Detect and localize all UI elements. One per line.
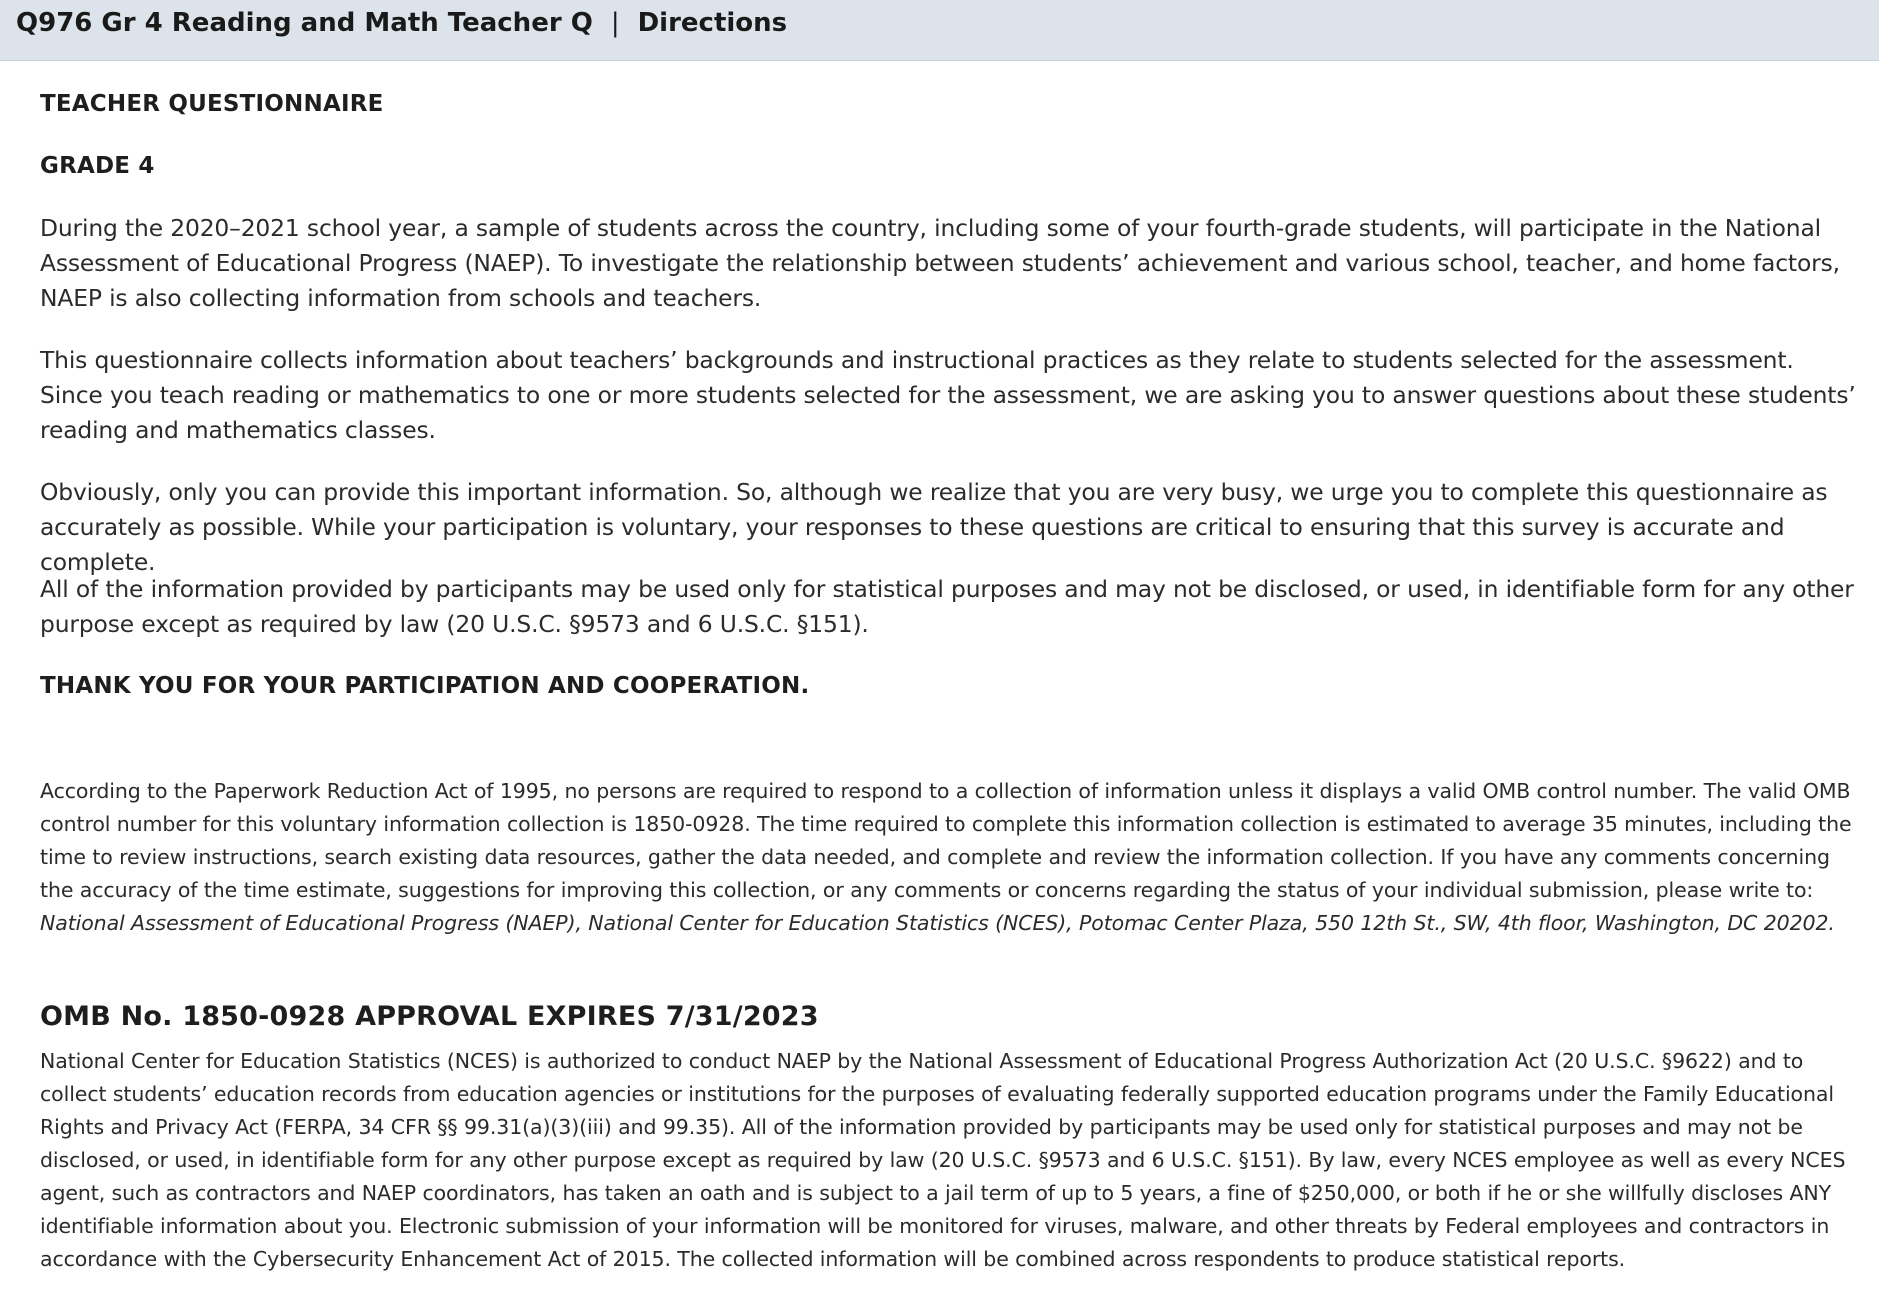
title-separator: | (610, 8, 620, 38)
mailing-address: National Assessment of Educational Progress (NAEP), National Center for Education Statistics (NCES), Potomac Center Plaza, 550 12th St., SW, 4th floor, Washington, DC 20202. (40, 911, 1835, 935)
grade-label: GRADE 4 (40, 153, 155, 179)
participation-paragraph: Obviously, only you can provide this important information. So, although we realize that you are very busy, we urge you to complete this questionnaire as accurately as possible. While your participation is voluntary, your responses to these questions are critical to ensuring that this survey is accurate and complete. (40, 478, 1828, 576)
nces-notice: National Center for Education Statistics (NCES) is authorized to conduct NAEP by the National Assessment of Educational Progress Authorization Act (20 U.S.C. §9622) and to collect students’ education records from education agencies or institutions for the purposes of evaluating federally supported education programs under the Family Educational Rights and Privacy Act (FERPA, 34 CFR §§ 99.31(a)(3)(iii) and 99.35). All of the information provided by participants may be used only for statistical purposes and may not be disclosed, or used, in identifiable form for any other purpose except as required by law (20 U.S.C. §9573 and 6 U.S.C. §151). By law, every NCES employee as well as every NCES agent, such as contractors and NAEP coordinators, has taken an oath and is subject to a jail term of up to 5 years, a fine of $250,000, or both if he or she willfully discloses ANY identifiable information about you. Electronic submission of your information will be monitored for viruses, malware, and other threats by Federal employees and contractors in accordance with the Cybersecurity Enhancement Act of 2015. The collected information will be combined across respondents to produce statistical reports. (40, 1049, 1846, 1271)
header-title-row (16, 0, 787, 46)
confidentiality-paragraph: All of the information provided by participants may be used only for statistical purposes and may not be disclosed, or used, in identifiable form for any other purpose except as required by law (20 U.S.C. §9573 and 6 U.S.C. §151). (40, 575, 1854, 638)
purpose-paragraph: This questionnaire collects information about teachers’ backgrounds and instructional practices as they relate to students selected for the assessment. Since you teach reading or mathematics to one or more students selected for the assessment, we are asking you to answer questions about these students’ reading and mathematics classes. (40, 346, 1856, 444)
intro-paragraph: During the 2020–2021 school year, a sample of students across the country, including some of your fourth-grade students, will participate in the National Assessment of Educational Progress (NAEP). To investigate the relationship between students’ achievement and various school, teacher, and home factors, NAEP is also collecting information from schools and teachers. (40, 214, 1840, 312)
section-title: Directions (637, 8, 788, 38)
thank-you-note: THANK YOU FOR YOUR PARTICIPATION AND COOPERATION. (40, 673, 810, 699)
paperwork-notice-text: According to the Paperwork Reduction Act of 1995, no persons are required to respond to a collection of information unless it displays a valid OMB control number. The valid OMB control number for this voluntary information collection is 1850-0928. The time required to complete this information collection is estimated to average 35 minutes, including the time to review instructions, search existing data resources, gather the data needed, and complete and review the information collection. If you have any comments concerning the accuracy of the time estimate, suggestions for improving this collection, or any comments or concerns regarding the status of your individual submission, please write to: (40, 779, 1852, 902)
header-bar (0, 0, 1879, 61)
questionnaire-title: Q976 Gr 4 Reading and Math Teacher Q (16, 8, 593, 38)
document-title: TEACHER QUESTIONNAIRE (40, 91, 384, 117)
omb-heading: OMB No. 1850-0928 APPROVAL EXPIRES 7/31/2023 (40, 1001, 819, 1032)
paperwork-notice (40, 775, 1860, 940)
